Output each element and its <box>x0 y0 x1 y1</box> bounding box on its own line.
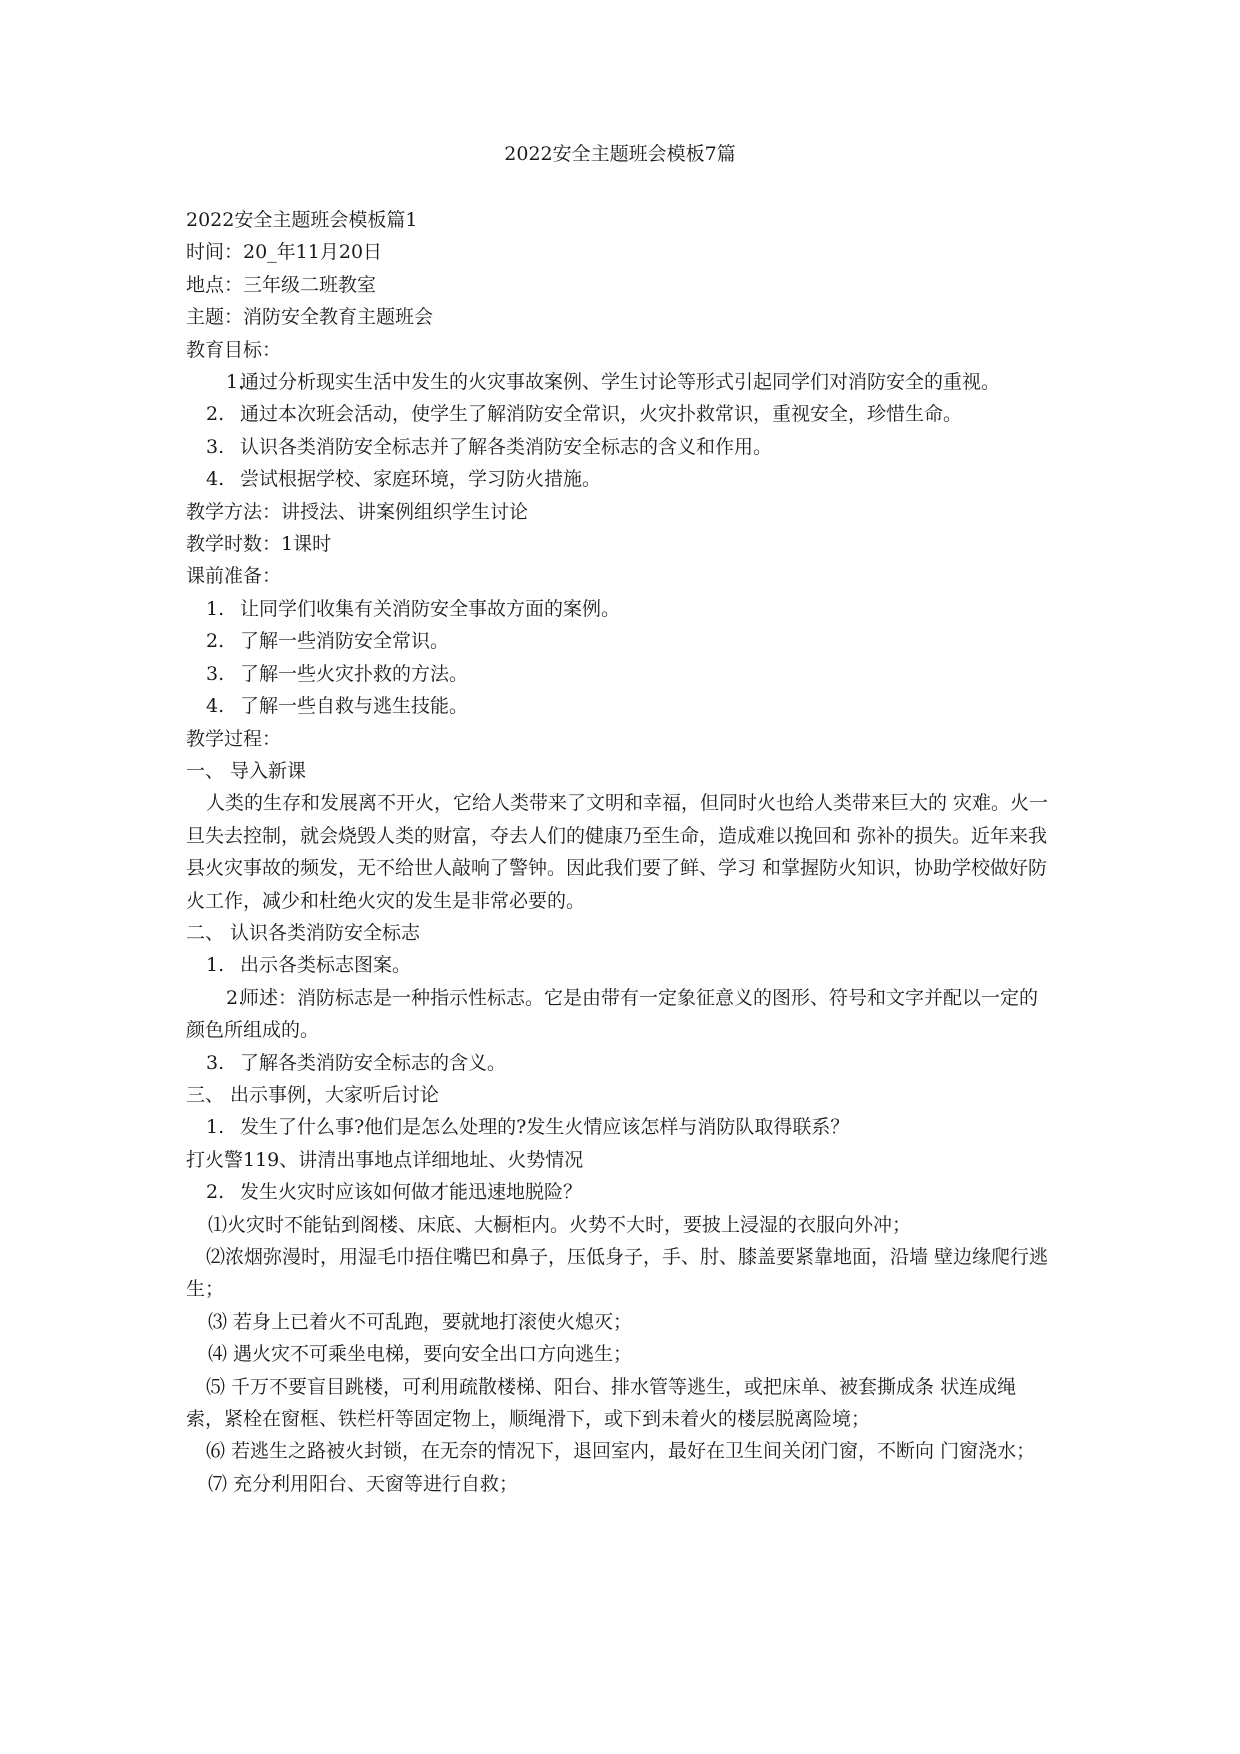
escape-tip: ⑺ 充分利用阳台、天窗等进行自救； <box>208 1472 519 1495</box>
goal-item: 3. 认识各类消防安全标志并了解各类消防安全标志的含义和作用。 <box>206 435 773 458</box>
prep-item: 3. 了解一些火灾扑救的方法。 <box>206 662 469 685</box>
section-1-title: 一、 导入新课 <box>186 759 307 782</box>
process-label: 教学过程： <box>186 727 282 750</box>
section-2-item: 3. 了解各类消防安全标志的含义。 <box>206 1051 507 1074</box>
escape-tip: ⑷ 遇火灾不可乘坐电梯，要向安全出口方向逃生； <box>208 1343 633 1366</box>
goal-item: 4. 尝试根据学校、家庭环境，学习防火措施。 <box>206 468 602 491</box>
document-title: 2022安全主题班会模板7篇 <box>504 143 736 165</box>
prep-item: 1. 让同学们收集有关消防安全事故方面的案例。 <box>206 597 621 620</box>
time-line: 时间：20_年11月20日 <box>186 241 383 264</box>
goal-item: 1.通过分析现实生活中发生的火灾事故案例、学生讨论等形式引起同学们对消防安全的重视。 <box>226 371 1001 394</box>
prep-item: 2. 了解一些消防安全常识。 <box>206 630 450 653</box>
escape-tip: ⑵浓烟弥漫时，用湿毛巾捂住嘴巴和鼻子，压低身子，手、肘、膝盖要紧靠地面，沿墙 壁边缘爬行逃生； <box>186 1246 1049 1301</box>
method-line: 教学方法：讲授法、讲案例组织学生讨论 <box>186 500 529 523</box>
section-2-title: 二、 认识各类消防安全标志 <box>186 921 421 944</box>
section-heading: 2022安全主题班会模板篇1 <box>186 209 418 231</box>
escape-tip: ⑶ 若身上已着火不可乱跑，要就地打滚使火熄灭； <box>208 1310 633 1333</box>
escape-tip: ⑹ 若逃生之路被火封锁，在无奈的情况下，退回室内，最好在卫生间关闭门窗，不断向 门窗浇水； <box>206 1440 1036 1463</box>
escape-tip: ⑸ 千万不要盲目跳楼，可利用疏散楼梯、阳台、排水管等逃生，或把床单、被套撕成条 状连成绳索，紧栓在窗框、铁栏杆等固定物上，顺绳滑下，或下到未着火的楼层脱离险境； <box>186 1375 1017 1431</box>
escape-tip: ⑴火灾时不能钻到阁楼、床底、大橱柜内。火势不大时，要披上浸湿的衣服向外冲； <box>208 1213 912 1236</box>
goal-item: 2. 通过本次班会活动，使学生了解消防安全常识，火灾扑救常识，重视安全，珍惜生命。 <box>206 403 963 426</box>
section-3-title: 三、 出示事例，大家听后讨论 <box>186 1083 440 1106</box>
prep-label: 课前准备： <box>186 565 282 588</box>
question-1-answer: 打火警119、讲清出事地点详细地址、火势情况 <box>186 1148 584 1171</box>
section-1-paragraph: 人类的生存和发展离不开火，它给人类带来了文明和幸福，但同时火也给人类带来巨大的 灾难。火一旦失去控制，就会烧毁人类的财富，夺去人们的健康乃至生命，造成难以挽回和 弥补的损失。近年来我县火灾事故的频发，无不给世人敲响了警钟。因此我们要了鲜、学习 和掌握防火知识，协助学校做好防火工作，减少和杜绝火灾的发生是非常必要的。 <box>186 792 1049 912</box>
goals-label: 教育目标： <box>186 338 282 361</box>
question-2: 2. 发生火灾时应该如何做才能迅速地脱险？ <box>206 1181 583 1204</box>
question-1: 1. 发生了什么事?他们是怎么处理的?发生火情应该怎样与消防队取得联系？ <box>206 1116 850 1139</box>
document-body <box>186 204 1052 1500</box>
prep-item: 4. 了解一些自救与逃生技能。 <box>206 695 469 718</box>
section-2-item: 2.师述：消防标志是一种指示性标志。它是由带有一定象征意义的图形、符号和文字并配以一定的颜色所组成的。 <box>186 986 1039 1042</box>
place-line: 地点：三年级二班教室 <box>186 273 377 296</box>
section-2-item: 1. 出示各类标志图案。 <box>206 954 412 977</box>
hours-line: 教学时数：1课时 <box>186 533 332 556</box>
theme-line: 主题：消防安全教育主题班会 <box>186 306 434 329</box>
